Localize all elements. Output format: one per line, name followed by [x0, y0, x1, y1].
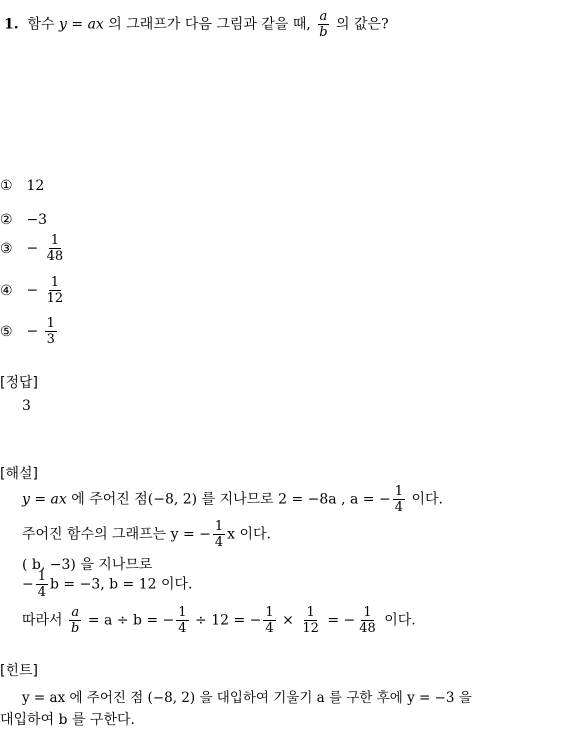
answer-header: [정답] — [0, 375, 38, 391]
hint-line-2: 대입하여 b 를 구한다. — [0, 712, 135, 728]
choice-4[interactable] — [0, 276, 67, 305]
problem-text-after: 의 값은? — [336, 16, 389, 33]
choice-sign: − — [26, 240, 39, 257]
choice-5[interactable] — [0, 317, 59, 346]
problem-fraction: $\frac{a}{b}$ — [319, 9, 328, 40]
explanation-line-4: − $\frac{1}{4}$ b = −3, b = 12 이다. — [22, 569, 193, 600]
choice-marker: ⑤ — [0, 323, 13, 340]
explanation-line-5: 따라서 $\frac{a}{b}$ = a ÷ b = − $\frac{1}{4}$ ÷ 12 = − $\frac{1}{4}$ × $\frac{1}{12}$ = − $\frac{1}{48}$ 이다. — [22, 605, 416, 636]
problem-text-before: 함수 — [27, 16, 55, 33]
choice-sign: − — [26, 282, 39, 299]
explanation-line-1: y = ax 에 주어진 점(−8, 2) 를 지나므로 2 = −8a , a = − $\frac{1}{4}$ 이다. — [22, 484, 443, 515]
choice-fraction: $\frac{1}{48}$ — [46, 233, 64, 264]
choice-3[interactable] — [0, 234, 67, 263]
choice-fraction: $\frac{1}{12}$ — [46, 275, 64, 306]
explanation-line-3: ( b, −3) 을 지나므로 — [22, 557, 153, 573]
explanation-line-2: 주어진 함수의 그래프는 y = − $\frac{1}{4}$ x 이다. — [22, 519, 272, 550]
choice-value: 12 — [26, 178, 45, 194]
problem-text-mid: 의 그래프가 다음 그림과 같을 때, — [108, 16, 311, 33]
choice-value: −3 — [26, 212, 48, 228]
hint-header: [힌트] — [0, 663, 38, 679]
choice-1[interactable] — [0, 178, 44, 194]
choice-marker: ④ — [0, 282, 13, 299]
problem-number: 1. — [4, 16, 19, 33]
choice-sign: − — [26, 323, 39, 340]
problem-equation: y = ax — [59, 16, 104, 33]
choice-2[interactable] — [0, 212, 47, 228]
choice-marker: ② — [0, 212, 13, 228]
hint-line-1: y = ax 에 주어진 점 (−8, 2) 을 대입하여 기울기 a 를 구한 후에 y = −3 을 — [22, 690, 472, 706]
choice-fraction: $\frac{1}{3}$ — [46, 316, 55, 347]
answer-value: 3 — [22, 398, 31, 414]
choice-marker: ① — [0, 178, 13, 194]
choice-marker: ③ — [0, 240, 13, 257]
problem-statement — [4, 10, 389, 39]
explanation-header: [해설] — [0, 466, 38, 482]
